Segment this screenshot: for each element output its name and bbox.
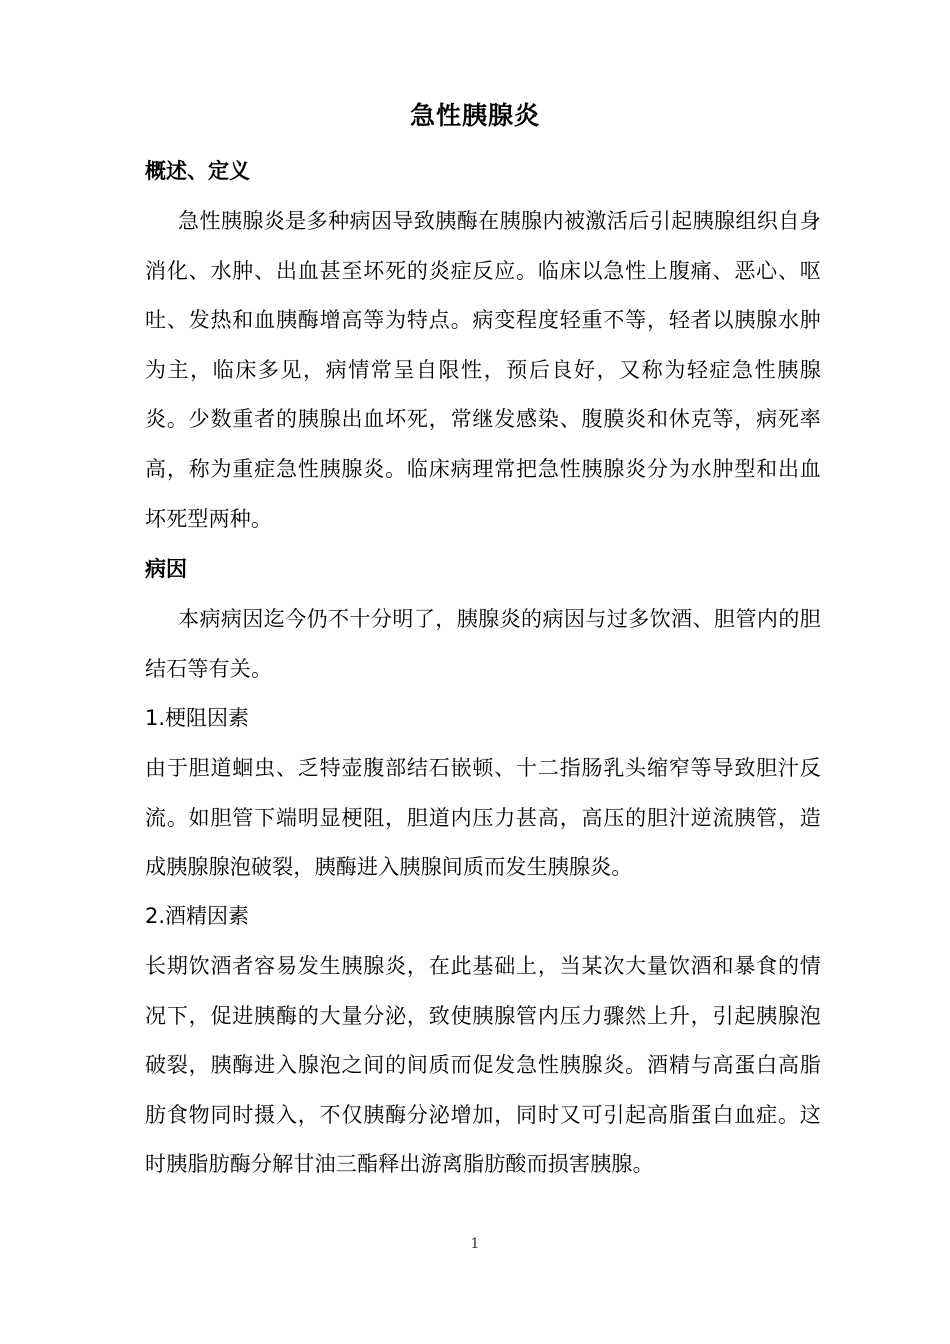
- etiology-item-title-obstruction: 1.梗阻因素: [145, 706, 250, 730]
- document-title: 急性胰腺炎: [409, 101, 540, 130]
- etiology-paragraph: 本病病因迄今仍不十分明了，胰腺炎的病因与过多饮酒、胆管内的胆结石等有关。: [145, 607, 821, 681]
- section-heading-etiology: 病因: [145, 557, 187, 581]
- etiology-item-title-alcohol: 2.酒精因素: [145, 904, 250, 928]
- page-number: 1: [470, 1236, 480, 1252]
- etiology-item-text-alcohol: 长期饮酒者容易发生胰腺炎，在此基础上，当某次大量饮酒和暴食的情况下，促进胰酶的大量分泌，致使胰腺管内压力骤然上升，引起胰腺泡破裂，胰酶进入腺泡之间的间质而促发急性胰腺炎。酒精与高蛋白高脂肪食物同时摄入，不仅胰酶分泌增加，同时又可引起高脂蛋白血症。这时胰脂肪酶分解甘油三酯释出游离脂肪酸而损害胰腺。: [145, 954, 821, 1177]
- section-heading-overview: 概述、定义: [145, 159, 250, 183]
- etiology-item-text-obstruction: 由于胆道蛔虫、乏特壶腹部结石嵌顿、十二指肠乳头缩窄等导致胆汁反流。如胆管下端明显梗阻，胆道内压力甚高，高压的胆汁逆流胰管，造成胰腺腺泡破裂，胰酶进入胰腺间质而发生胰腺炎。: [145, 756, 821, 880]
- overview-paragraph: 急性胰腺炎是多种病因导致胰酶在胰腺内被激活后引起胰腺组织自身消化、水肿、出血甚至坏死的炎症反应。临床以急性上腹痛、恶心、呕吐、发热和血胰酶增高等为特点。病变程度轻重不等，轻者以胰腺水肿为主，临床多见，病情常呈自限性，预后良好，又称为轻症急性胰腺炎。少数重者的胰腺出血坏死，常继发感染、腹膜炎和休克等，病死率高，称为重症急性胰腺炎。临床病理常把急性胰腺炎分为水肿型和出血坏死型两种。: [145, 209, 821, 531]
